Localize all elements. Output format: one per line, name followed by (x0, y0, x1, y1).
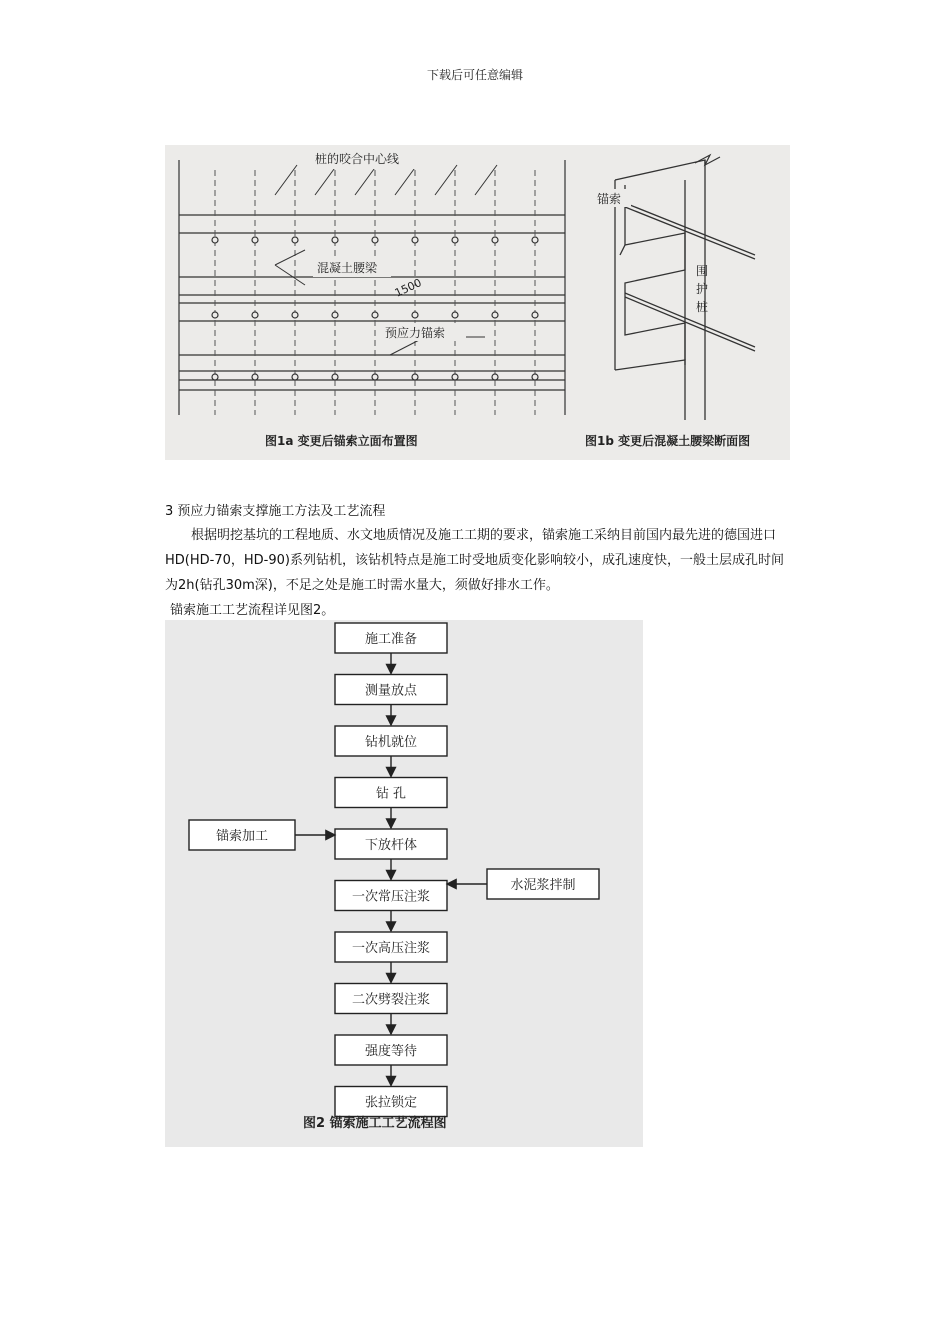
label-waist-beam: 混凝土腰梁 (317, 261, 378, 275)
flow-step-label: 钻机就位 (364, 735, 418, 750)
flow-step-label: 测量放点 (364, 683, 418, 699)
section-heading: 3 预应力锚索支撑施工方法及工艺流程 (165, 504, 386, 519)
side-label-grout-mixing: 水泥浆拌制 (510, 878, 576, 893)
caption-figure-1a: 图1a 变更后锚索立面布置图 (265, 434, 418, 448)
section-paragraph: 根据明挖基坑的工程地质、水文地质情况及施工工期的要求，锚索施工采纳目前国内最先进的德国进口HD(HD-70，HD-90)系列钻机，该钻机特点是施工时受地质变化影响较小，成孔速度快，一般土层成孔时间为2h(钻孔30m深)，不足之处是施工时需水量大，须做好排水工作。 (165, 528, 784, 593)
flow-step-label: 钻 孔 (375, 786, 407, 802)
label-dimension: 1500 (392, 276, 424, 300)
label-pile-1: 围 (696, 264, 709, 278)
flow-step-label: 一次常压注浆 (351, 889, 431, 905)
label-pile-3: 桩 (696, 300, 709, 314)
flow-step-label: 二次劈裂注浆 (351, 992, 431, 1008)
label-center-line: 桩的咬合中心线 (315, 152, 400, 166)
flow-step-label: 施工准备 (364, 632, 418, 647)
page-header: 下载后可任意编辑 (426, 68, 523, 82)
caption-figure-1b: 图1b 变更后混凝土腰梁断面图 (585, 434, 751, 448)
figure-1 (165, 145, 790, 460)
section-outline (615, 160, 755, 420)
figure-1-drawing (165, 145, 790, 460)
side-label-anchor-processing: 锚索加工 (215, 829, 269, 844)
flow-step-label: 张拉锁定 (364, 1095, 418, 1111)
flow-step-label: 强度等待 (364, 1044, 418, 1059)
label-prestressed-anchor: 预应力锚索 (385, 326, 446, 340)
section-paragraph-2: 锚索施工工艺流程详见图2。 (170, 603, 335, 618)
figure-2-flowchart (165, 620, 643, 1147)
label-anchor-section: 锚索 (597, 192, 622, 206)
flow-step-label: 一次高压注浆 (351, 941, 431, 956)
label-pile-2: 护 (696, 282, 709, 296)
figure-2 (165, 620, 643, 1147)
caption-figure-2: 图2 锚索施工工艺流程图 (303, 1116, 447, 1131)
flow-step-label: 下放杆体 (364, 838, 418, 853)
